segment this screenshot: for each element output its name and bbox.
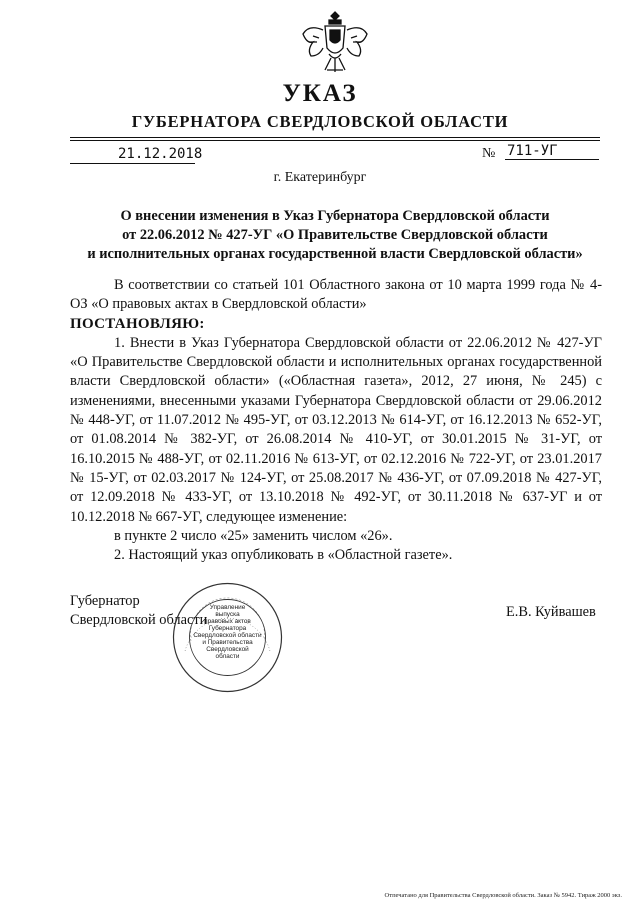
print-footer: Отпечатано для Правительства Свердловской области. Заказ № 5942. Тираж 2000 экз.: [384, 892, 622, 899]
official-stamp: [171, 581, 284, 694]
stamp-line: Управление: [209, 604, 246, 611]
stamp-line: правовых актов: [204, 618, 251, 625]
item-1-change: в пункте 2 число «25» заменить числом «26».: [114, 527, 393, 544]
heading-line: и исполнительных органах государственной власти Свердловской области»: [87, 246, 583, 262]
city: г. Екатеринбург: [273, 170, 367, 185]
stamp-line: области: [215, 653, 240, 660]
signatory-name: Е.В. Куйвашев: [506, 604, 596, 620]
signatory-role-line: Свердловской области: [70, 612, 208, 628]
date-underline: [70, 163, 190, 164]
number-sign: №: [482, 146, 496, 161]
item-1-paragraph: 1. Внести в Указ Губернатора Свердловской области от 22.06.2012 № 427-УГ «О Правительстве Свердловской области и исполнительных органах государственной власти Свердловской области» («Областная газета», 2012, 27 июня, № 245) с изменениями, внесенными указами Губернатора Свердловской области от 29.06.2012 № 448-УГ, от 11.07.2012 № 495-УГ, от 03.12.2013 № 614-УГ, от 16.12.2013 № 652-УГ, от 01.08.2014 № 382-УГ, от 26.08.2014 № 410-УГ, от 30.01.2015 № 31-УГ, от 16.10.2015 № 488-УГ, от 02.11.2016 № 613-УГ, от 02.12.2016 № 722-УГ, от 23.01.2017 № 15-УГ, от 02.03.2017 № 124-УГ, от 25.08.2017 № 436-УГ, от 07.09.2018 № 427-УГ, от 12.09.2018 № 433-УГ, от 13.10.2018 № 492-УГ, от 30.11.2018 № 637-УГ и от 10.12.2018 № 667-УГ, следующее изменение:: [70, 334, 602, 525]
stamp-line: и Правительства: [202, 639, 253, 646]
stamp-line: Свердловской: [206, 646, 249, 653]
heading-line: от 22.06.2012 № 427-УГ «О Правительстве Свердловской области: [122, 227, 548, 243]
stamp-line: Губернатора: [208, 625, 247, 632]
item-2-paragraph: 2. Настоящий указ опубликовать в «Областной газете».: [114, 547, 453, 564]
coat-of-arms-icon: [299, 6, 371, 78]
signatory-role-line: Губернатор: [70, 593, 140, 609]
decree-subtitle: ГУБЕРНАТОРА СВЕРДЛОВСКОЙ ОБЛАСТИ: [131, 112, 509, 131]
decree-date: 21.12.2018: [118, 146, 203, 162]
stamp-line: выпуска: [215, 611, 240, 618]
stamp-line: Свердловской области: [193, 632, 262, 639]
header-divider-second: [70, 140, 600, 141]
intro-paragraph: В соответствии со статьей 101 Областного закона от 10 марта 1999 года № 4-ОЗ «О правовых актах в Свердловской области»: [70, 277, 602, 313]
heading-line: О внесении изменения в Указ Губернатора Свердловской области: [120, 208, 550, 224]
decree-title: УКАЗ: [282, 80, 358, 107]
decree-number: 711-УГ: [505, 143, 599, 160]
header-divider: [70, 137, 600, 138]
decree-word: ПОСТАНОВЛЯЮ:: [70, 315, 205, 332]
decree-heading: [70, 207, 600, 264]
decree-body: [70, 276, 602, 565]
